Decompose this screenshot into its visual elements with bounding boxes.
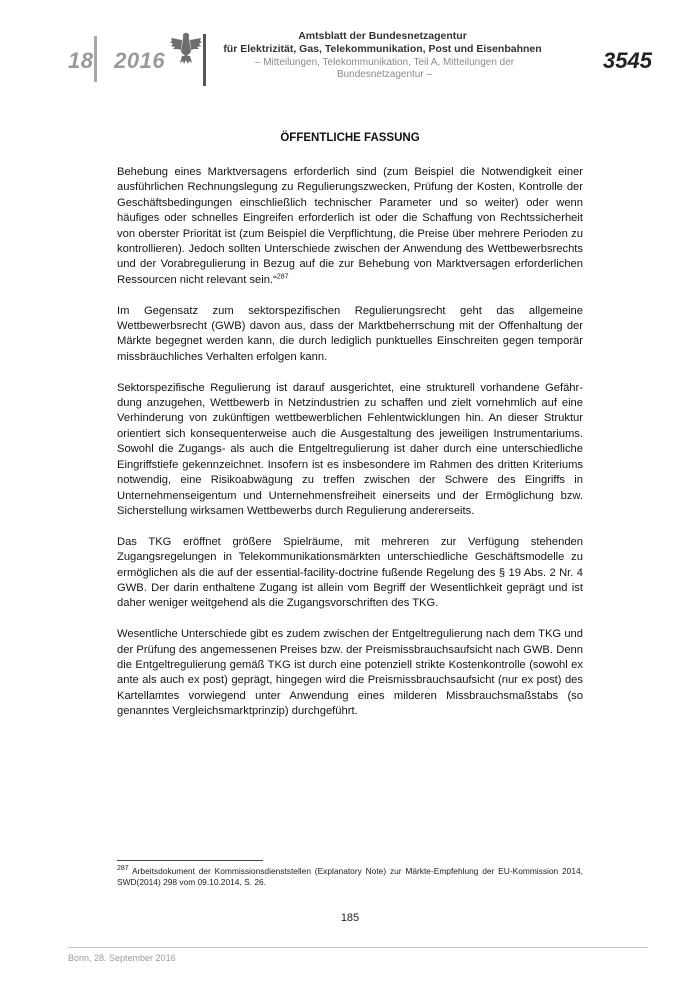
- paragraph: Im Gegensatz zum sektorspezifischen Regulierungsrecht geht das allgemeine Wettbewerbsrecht (GWB) davon aus, dass der Marktbeherrschung mit der Offenhaltung der Märkte begegnet werden kann, die durch lediglich punktuelles Einschreiten gegen temporär missbräuchliches Verhalten erfolgen kann.: [117, 304, 583, 363]
- footnote-text: Arbeitsdokument der Kommissionsdienststellen (Explanatory Note) zur Märkte-Empfehlung der EU-Kommission 2014, SWD(2014) 298 vom 09.10.2014, S. 26.: [117, 866, 583, 887]
- footer-divider: [68, 947, 648, 948]
- issue-label: [68, 48, 165, 74]
- paragraph: Behebung eines Marktversagens erforderlich sind (zum Beispiel die Notwendigkeit einer ausführlichen Rechnungslegung zu Regulierungszwecken, Prüfung der Kosten, Kontrolle der Geschäftsbedingungen einschließlich technischer Parameter und so weiter) oder wenn häufiges oder schnelles Eingreifen erforderlich ist oder die Schaffung von Rechtssicherheit von oberster Priorität ist (zum Beispiel die Verpflichtung, die Preise über mehrere Perioden zu kontrollieren). Jedoch sollten Unterschiede zwischen der Anwendung des Wettbewerbsrechts und der Vorabregulierung in Bezug auf die zur Behebung von Marktversagen erforderlichen Ressourcen nicht relevant sein.“$^{287}$: [117, 166, 583, 286]
- publication-section: – Mitteilungen, Telekommunikation, Teil A, Mitteilungen der Bundesnetzagentur –: [254, 57, 515, 80]
- publication-title: Amtsblatt der Bundesnetzagentur: [298, 30, 467, 42]
- paragraph: Sektorspezifische Regulierung ist darauf ausgerichtet, eine strukturell vorhandene Gefährdung anzugehen, Wettbewerb in Netzindustrien zu schaffen und zielt vornehmlich auf eine Verhinderung von zukünftigen wettbewerblichen Fehlentwicklungen hin. An dieser Struktur orientiert sich konsequenterweise auch die Ausgestaltung des jeweiligen Instrumentariums. Sowohl die Zugangs- als auch die Entgeltregulierung ist daher durch eine unterschiedliche Eingriffstiefe gekennzeichnet. Insofern ist es insbesondere im Rahmen des dritten Kriteriums notwendig, eine Risikoabwägung zu treffen zwischen der Schwere des Eingriffs in Unternehmenseigentum und Unternehmensfreiheit einerseits und der Ermöglichung bzw. Sicherstellung wirksamen Wettbewerbs durch Regulierung andererseits.: [117, 381, 583, 517]
- footnote-ref[interactable]: 287: [276, 273, 289, 281]
- issue-number: 18: [68, 48, 94, 73]
- gazette-page-number: 3545: [603, 48, 652, 73]
- document-page-number: 185: [340, 912, 360, 924]
- footnote-divider: [117, 860, 263, 861]
- issue-separator: [94, 36, 97, 82]
- issue-year: 2016: [114, 48, 166, 73]
- paragraph: Das TKG eröffnet größere Spielräume, mit mehreren zur Verfügung stehenden Zugangsregelungen in Telekommunikationsmärkten unterschiedliche Geschäftsmodelle zu ermöglichen als die auf der essential-facility-doctrine fußende Regelung des § 19 Abs. 2 Nr. 4 GWB. Der darin enthaltene Zugang ist allein vom Begriff der Wesentlichkeit geprägt und ist daher weniger weitgehend als die Zugangsvorschriften des TKG.: [117, 535, 583, 610]
- federal-eagle-icon: [169, 30, 203, 66]
- document-heading: ÖFFENTLICHE FASSUNG: [280, 132, 420, 144]
- publication-authority: für Elektrizität, Gas, Telekommunikation, Post und Eisenbahnen: [223, 43, 542, 55]
- footnote: [117, 866, 583, 888]
- paragraph: Wesentliche Unterschiede gibt es zudem zwischen der Entgeltregulierung nach dem TKG und der Prüfung des angemessenen Preises bzw. der Preismissbrauchsaufsicht nach GWB. Denn die Entgeltregulierung gemäß TKG ist durch eine potenziell strikte Kostenkontrolle (sowohl ex ante als auch ex post) geprägt, hingegen wird die Preismissbrauchsaufsicht (nur ex post) des Kartellamtes vorwiegend unter Anwendung eines milderen Missbrauchsmaßstabs (so genanntes Vergleichsmarktprinzip) durchgeführt.: [117, 628, 583, 718]
- document-body: [117, 165, 583, 735]
- footnote-marker: 287: [117, 865, 129, 873]
- footer-date: Bonn, 28. September 2016: [68, 953, 176, 963]
- header-divider: [203, 34, 206, 86]
